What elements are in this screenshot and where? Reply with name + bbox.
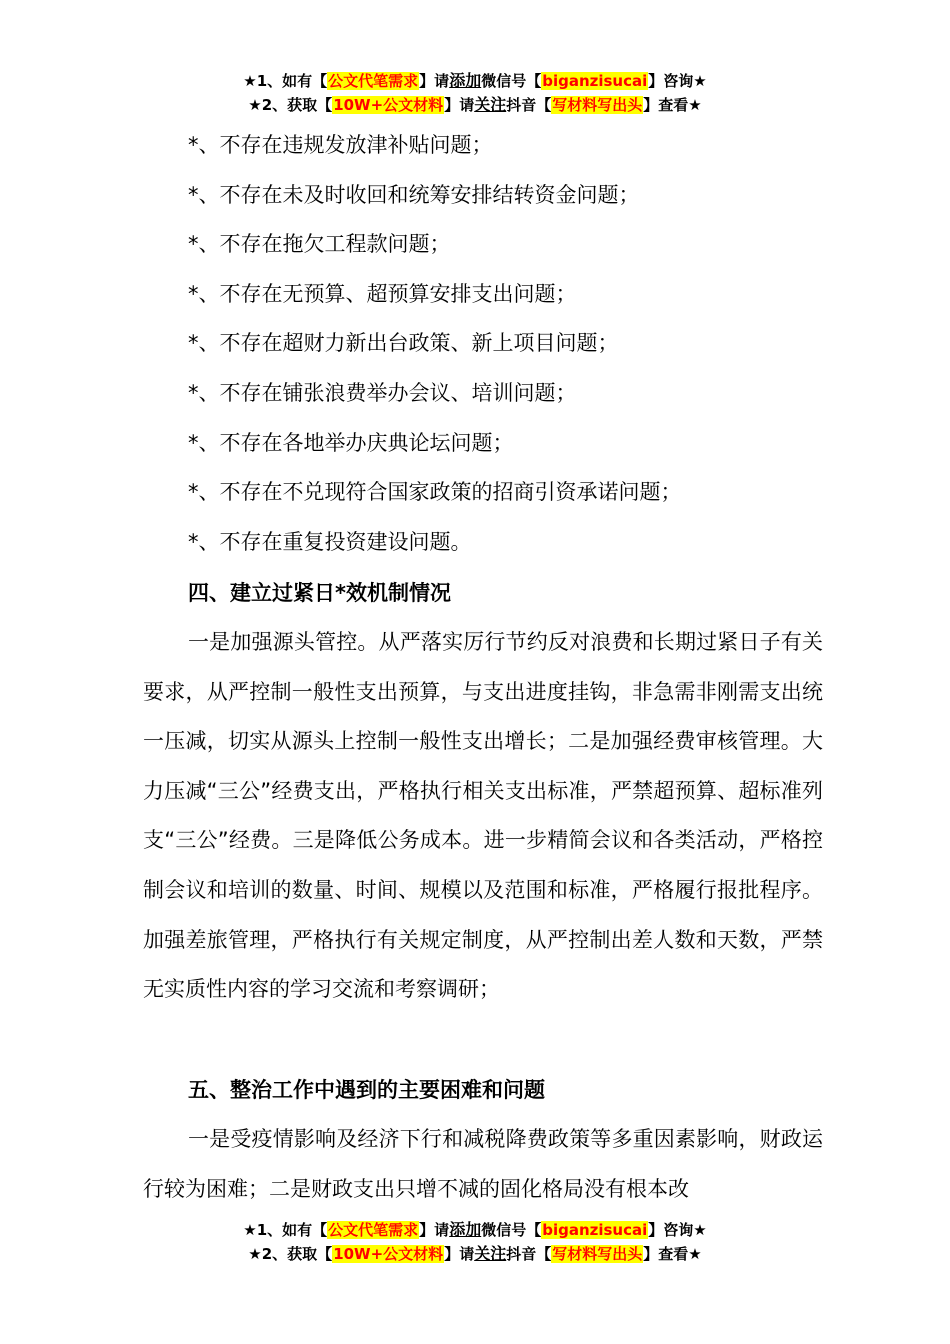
section-5-heading: 五、整治工作中遇到的主要困难和问题 xyxy=(188,1078,545,1102)
list-item: *、不存在无预算、超预算安排支出问题； xyxy=(188,281,577,306)
banner-text: 】查看★ xyxy=(643,1245,702,1263)
banner-line-2 xyxy=(0,1242,950,1266)
list-item: *、不存在铺张浪费举办会议、培训问题； xyxy=(188,380,577,405)
banner-text: 微信号【 xyxy=(481,72,542,90)
banner-line-1 xyxy=(0,1218,950,1242)
banner-highlight: 写材料写出头 xyxy=(552,1245,643,1263)
banner-text: 】咨询★ xyxy=(648,72,707,90)
banner-highlight: 公文代笔需求 xyxy=(328,72,419,90)
top-banner xyxy=(0,69,950,117)
list-item: *、不存在不兑现符合国家政策的招商引资承诺问题； xyxy=(188,480,682,505)
banner-text: 微信号【 xyxy=(481,1221,542,1239)
banner-highlight: biganzisucai xyxy=(542,72,648,90)
banner-text: 】请 xyxy=(444,96,475,114)
banner-text: 】查看★ xyxy=(643,96,702,114)
banner-line-1 xyxy=(0,69,950,93)
section-4-heading: 四、建立过紧日*效机制情况 xyxy=(188,581,451,605)
banner-emphasis: 关注 xyxy=(474,95,507,114)
banner-text: 抖音【 xyxy=(506,1245,552,1263)
section-4-paragraph: 一是加强源头管控。从严落实厉行节约反对浪费和长期过紧日子有关要求，从严控制一般性支出预算，与支出进度挂钩，非急需非刚需支出统一压减，切实从源头上控制一般性支出增长；二是加强经费审核管理。大力压减“三公”经费支出，严格执行相关支出标准，严禁超预算、超标准列支“三公”经费。三是降低公务成本。进一步精简会议和各类活动，严格控制会议和培训的数量、时间、规模以及范围和标准，严格履行报批程序。加强差旅管理，严格执行有关规定制度，从严控制出差人数和天数，严禁无实质性内容的学习交流和考察调研； xyxy=(143,630,823,1002)
banner-highlight: 10W+公文材料 xyxy=(333,96,444,114)
banner-text: 】请 xyxy=(419,1221,450,1239)
list-item: *、不存在重复投资建设问题。 xyxy=(188,529,472,554)
bottom-banner xyxy=(0,1218,950,1266)
list-item: *、不存在未及时收回和统筹安排结转资金问题； xyxy=(188,182,640,207)
list-item: *、不存在超财力新出台政策、新上项目问题； xyxy=(188,331,619,356)
banner-highlight: 10W+公文材料 xyxy=(333,1245,444,1263)
banner-highlight: biganzisucai xyxy=(542,1221,648,1239)
banner-text: ★2、获取【 xyxy=(248,96,333,114)
banner-text: ★2、获取【 xyxy=(248,1245,333,1263)
banner-emphasis: 添加 xyxy=(449,71,482,90)
banner-text: 】咨询★ xyxy=(648,1221,707,1239)
banner-emphasis: 关注 xyxy=(474,1244,507,1263)
banner-line-2 xyxy=(0,93,950,117)
list-item: *、不存在违规发放津补贴问题； xyxy=(188,133,493,157)
issue-list xyxy=(188,121,868,567)
banner-text: ★1、如有【 xyxy=(243,72,328,90)
banner-emphasis: 添加 xyxy=(449,1220,482,1239)
list-item: *、不存在各地举办庆典论坛问题； xyxy=(188,430,514,455)
banner-text: ★1、如有【 xyxy=(243,1221,328,1239)
banner-highlight: 公文代笔需求 xyxy=(328,1221,419,1239)
list-item: *、不存在拖欠工程款问题； xyxy=(188,232,451,257)
banner-text: 抖音【 xyxy=(506,96,552,114)
banner-text: 】请 xyxy=(419,72,450,90)
banner-text: 】请 xyxy=(444,1245,475,1263)
section-5-paragraph: 一是受疫情影响及经济下行和减税降费政策等多重因素影响，财政运行较为困难；二是财政支出只增不减的固化格局没有根本改 xyxy=(143,1127,823,1201)
banner-highlight: 写材料写出头 xyxy=(552,96,643,114)
